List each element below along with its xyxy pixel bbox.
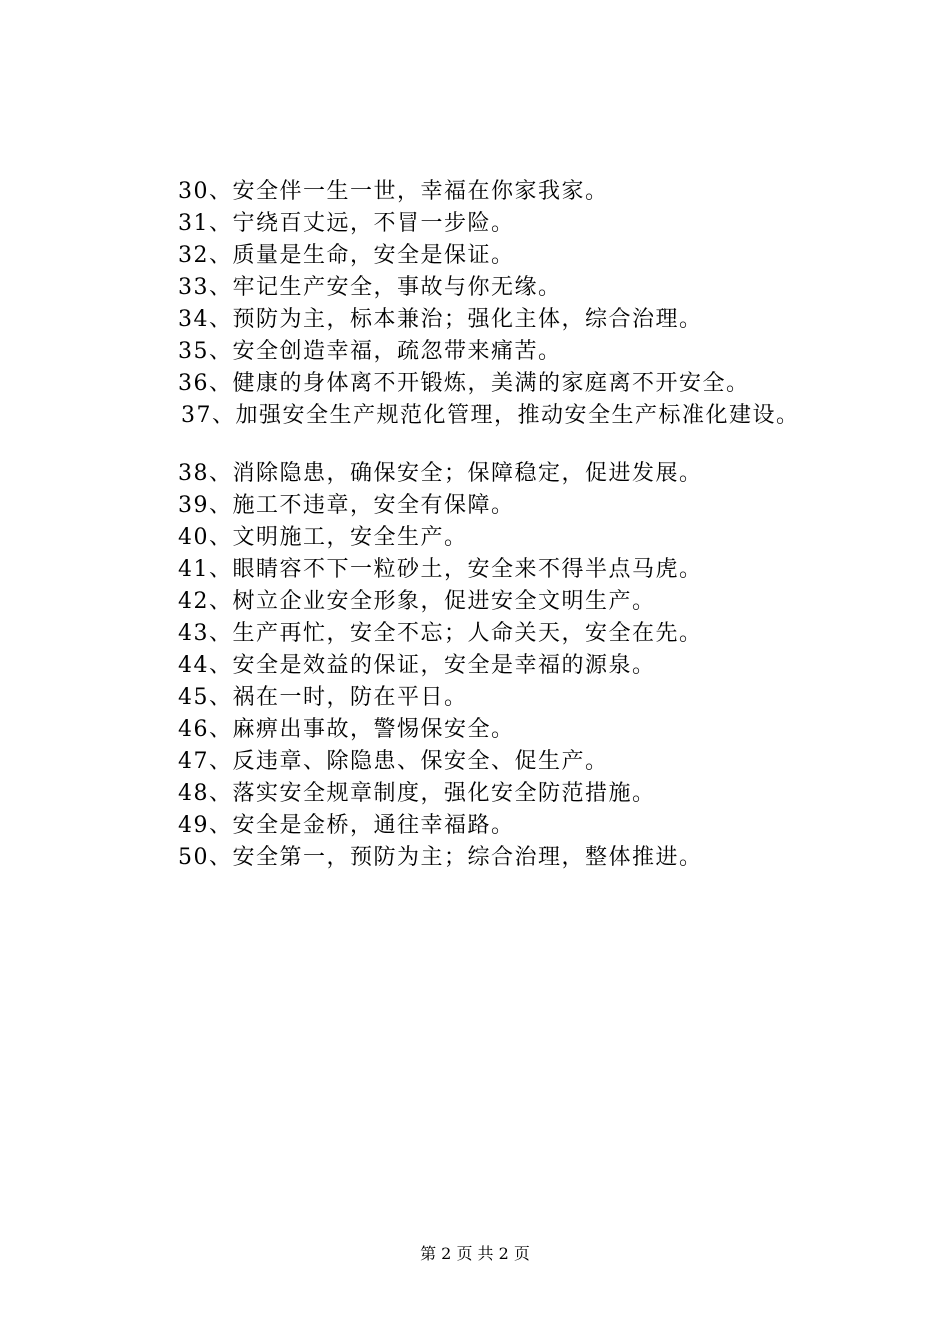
slogan-line: 37、加强安全生产规范化管理，推动安全生产标准化建设。	[181, 403, 800, 428]
slogan-line: 50、安全第一，预防为主；综合治理，整体推进。	[178, 845, 703, 870]
slogan-list	[178, 176, 918, 874]
slogan-line: 46、麻痹出事故，警惕保安全。	[178, 717, 515, 742]
slogan-line: 43、生产再忙，安全不忘；人命关天，安全在先。	[178, 621, 703, 646]
slogan-line: 32、质量是生命，安全是保证。	[178, 243, 515, 268]
slogan-line: 45、祸在一时，防在平日。	[178, 685, 468, 710]
slogan-line: 38、消除隐患，确保安全；保障稳定，促进发展。	[178, 461, 703, 486]
slogan-line: 49、安全是金桥，通往幸福路。	[178, 813, 515, 838]
slogan-line: 44、安全是效益的保证，安全是幸福的源泉。	[178, 653, 656, 678]
slogan-line: 36、健康的身体离不开锻炼，美满的家庭离不开安全。	[178, 371, 750, 396]
slogan-line: 40、文明施工，安全生产。	[178, 525, 468, 550]
page-number-label: 第 2 页 共 2 页	[420, 1244, 530, 1263]
slogan-line: 47、反违章、除隐患、保安全、促生产。	[178, 749, 609, 774]
slogan-line: 41、眼睛容不下一粒砂土，安全来不得半点马虎。	[178, 557, 703, 582]
slogan-line: 30、安全伴一生一世，幸福在你家我家。	[178, 179, 609, 204]
page-footer	[0, 1243, 950, 1265]
slogan-line: 39、施工不违章，安全有保障。	[178, 493, 515, 518]
slogan-line: 33、牢记生产安全，事故与你无缘。	[178, 275, 562, 300]
slogan-line: 34、预防为主，标本兼治；强化主体，综合治理。	[178, 307, 703, 332]
slogan-line: 31、宁绕百丈远，不冒一步险。	[178, 211, 515, 236]
slogan-line: 48、落实安全规章制度，强化安全防范措施。	[178, 781, 656, 806]
slogan-line: 42、树立企业安全形象，促进安全文明生产。	[178, 589, 656, 614]
slogan-line: 35、安全创造幸福，疏忽带来痛苦。	[178, 339, 562, 364]
